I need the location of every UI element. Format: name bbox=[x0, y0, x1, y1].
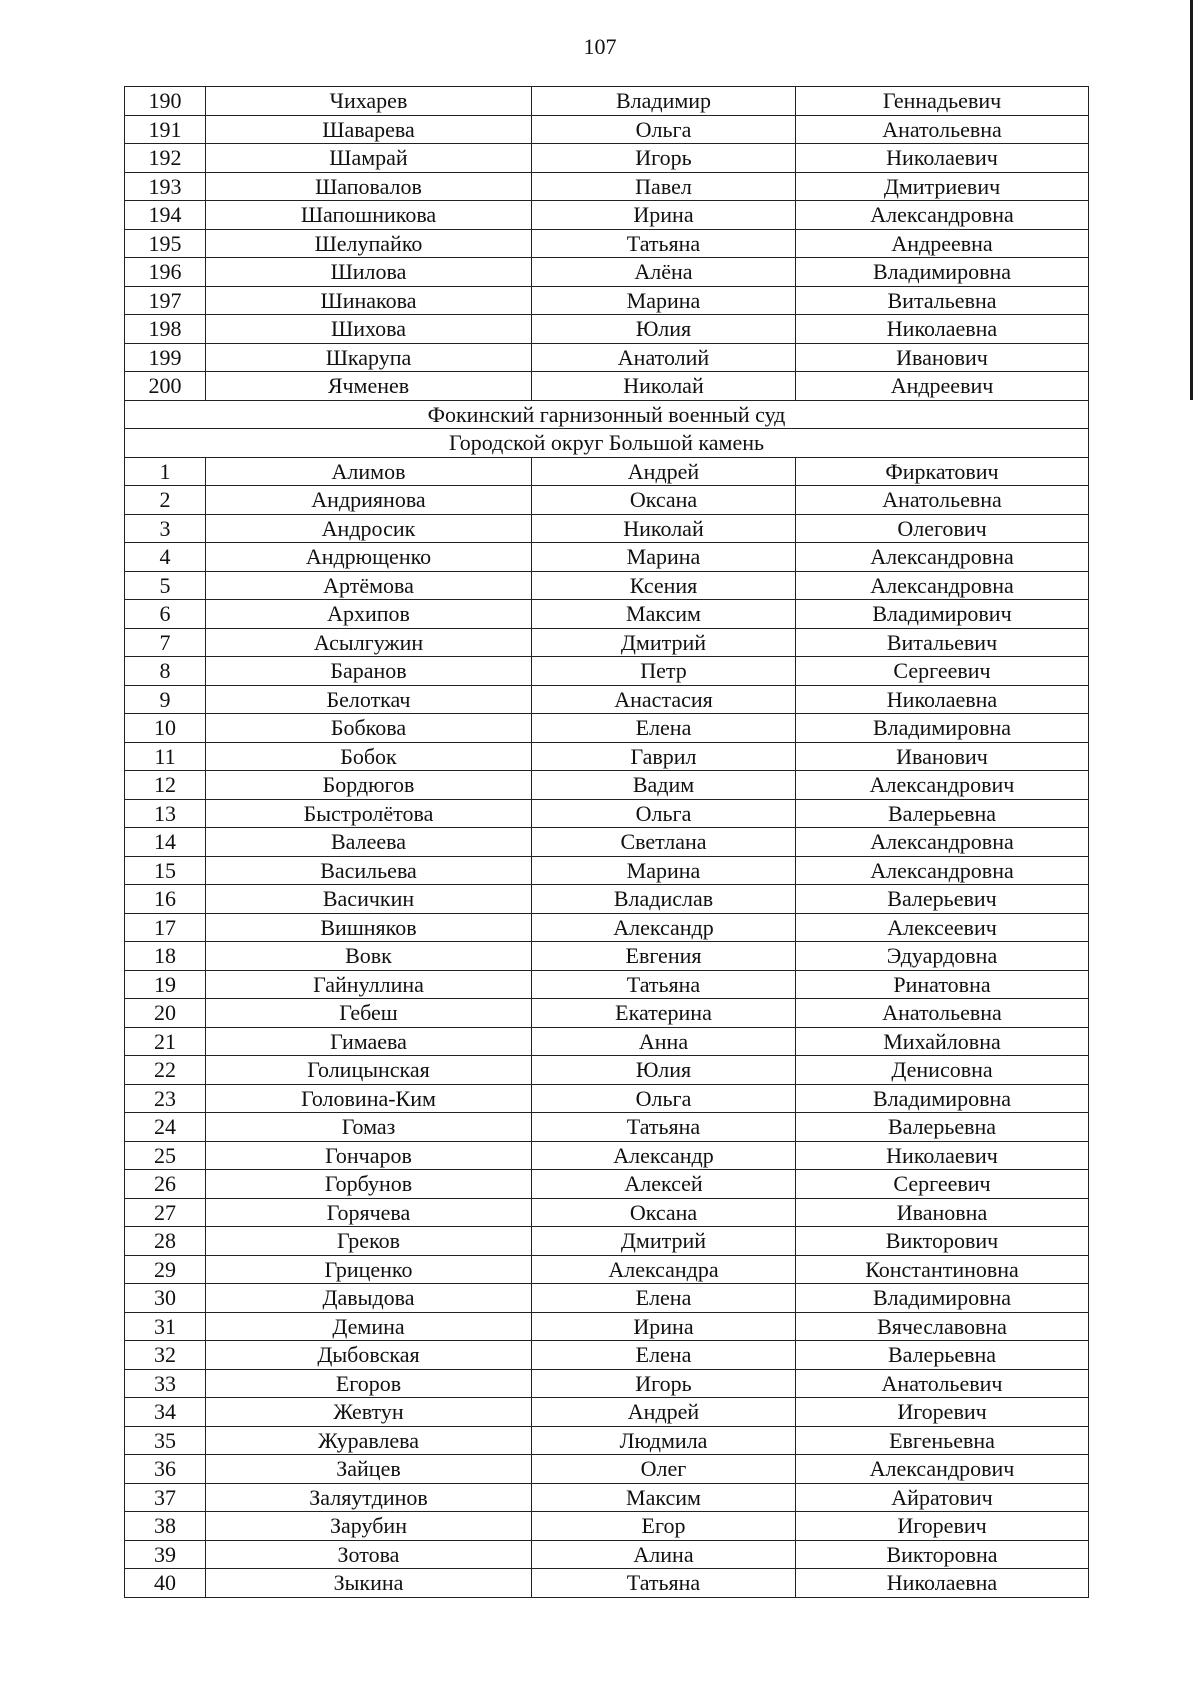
row-number-cell: 7 bbox=[125, 628, 206, 657]
surname-cell: Гебеш bbox=[206, 999, 532, 1028]
table-row bbox=[125, 714, 1089, 743]
patronymic-cell: Николаевна bbox=[796, 315, 1089, 344]
table-row bbox=[125, 1369, 1089, 1398]
surname-cell: Дыбовская bbox=[206, 1341, 532, 1370]
patronymic-cell: Айратович bbox=[796, 1483, 1089, 1512]
row-number-cell: 195 bbox=[125, 229, 206, 258]
surname-cell: Архипов bbox=[206, 600, 532, 629]
surname-cell: Белоткач bbox=[206, 685, 532, 714]
first-name-cell: Татьяна bbox=[532, 1569, 796, 1598]
first-name-cell: Владимир bbox=[532, 87, 796, 116]
surname-cell: Андросик bbox=[206, 514, 532, 543]
surname-cell: Шамрай bbox=[206, 144, 532, 173]
table-row bbox=[125, 1341, 1089, 1370]
patronymic-cell: Сергеевич bbox=[796, 657, 1089, 686]
table-row bbox=[125, 258, 1089, 287]
surname-cell: Заляутдинов bbox=[206, 1483, 532, 1512]
table-row bbox=[125, 600, 1089, 629]
surname-cell: Васильева bbox=[206, 856, 532, 885]
patronymic-cell: Викторович bbox=[796, 1227, 1089, 1256]
surname-cell: Ячменев bbox=[206, 372, 532, 401]
table-row bbox=[125, 486, 1089, 515]
surname-cell: Голицынская bbox=[206, 1056, 532, 1085]
first-name-cell: Юлия bbox=[532, 315, 796, 344]
patronymic-cell: Игоревич bbox=[796, 1512, 1089, 1541]
patronymic-cell: Анатольевич bbox=[796, 1369, 1089, 1398]
table-row bbox=[125, 1141, 1089, 1170]
surname-cell: Демина bbox=[206, 1312, 532, 1341]
surname-cell: Гомаз bbox=[206, 1113, 532, 1142]
first-name-cell: Анна bbox=[532, 1027, 796, 1056]
row-number-cell: 25 bbox=[125, 1141, 206, 1170]
patronymic-cell: Александровна bbox=[796, 828, 1089, 857]
table-row bbox=[125, 1426, 1089, 1455]
patronymic-cell: Валерьевна bbox=[796, 1341, 1089, 1370]
first-name-cell: Олег bbox=[532, 1455, 796, 1484]
surname-cell: Греков bbox=[206, 1227, 532, 1256]
first-name-cell: Александра bbox=[532, 1255, 796, 1284]
row-number-cell: 31 bbox=[125, 1312, 206, 1341]
patronymic-cell: Алексеевич bbox=[796, 913, 1089, 942]
table-row bbox=[125, 1569, 1089, 1598]
first-name-cell: Елена bbox=[532, 1341, 796, 1370]
row-number-cell: 5 bbox=[125, 571, 206, 600]
patronymic-cell: Иванович bbox=[796, 343, 1089, 372]
row-number-cell: 2 bbox=[125, 486, 206, 515]
first-name-cell: Дмитрий bbox=[532, 1227, 796, 1256]
surname-cell: Васичкин bbox=[206, 885, 532, 914]
surname-cell: Шкарупа bbox=[206, 343, 532, 372]
patronymic-cell: Валерьевна bbox=[796, 1113, 1089, 1142]
row-number-cell: 196 bbox=[125, 258, 206, 287]
patronymic-cell: Иванович bbox=[796, 742, 1089, 771]
surname-cell: Шаварева bbox=[206, 115, 532, 144]
row-number-cell: 23 bbox=[125, 1084, 206, 1113]
row-number-cell: 36 bbox=[125, 1455, 206, 1484]
row-number-cell: 21 bbox=[125, 1027, 206, 1056]
surname-cell: Андриянова bbox=[206, 486, 532, 515]
first-name-cell: Татьяна bbox=[532, 970, 796, 999]
first-name-cell: Алёна bbox=[532, 258, 796, 287]
table-row bbox=[125, 913, 1089, 942]
row-number-cell: 9 bbox=[125, 685, 206, 714]
surname-cell: Быстролётова bbox=[206, 799, 532, 828]
first-name-cell: Дмитрий bbox=[532, 628, 796, 657]
table-row bbox=[125, 771, 1089, 800]
table-row bbox=[125, 1398, 1089, 1427]
row-number-cell: 193 bbox=[125, 172, 206, 201]
patronymic-cell: Валерьевна bbox=[796, 799, 1089, 828]
table-row bbox=[125, 1198, 1089, 1227]
patronymic-cell: Ивановна bbox=[796, 1198, 1089, 1227]
row-number-cell: 3 bbox=[125, 514, 206, 543]
patronymic-cell: Анатольевна bbox=[796, 486, 1089, 515]
table-row bbox=[125, 1084, 1089, 1113]
first-name-cell: Игорь bbox=[532, 144, 796, 173]
first-name-cell: Алексей bbox=[532, 1170, 796, 1199]
patronymic-cell: Николаевич bbox=[796, 1141, 1089, 1170]
row-number-cell: 197 bbox=[125, 286, 206, 315]
row-number-cell: 24 bbox=[125, 1113, 206, 1142]
row-number-cell: 190 bbox=[125, 87, 206, 116]
first-name-cell: Павел bbox=[532, 172, 796, 201]
row-number-cell: 22 bbox=[125, 1056, 206, 1085]
surname-cell: Алимов bbox=[206, 457, 532, 486]
first-name-cell: Светлана bbox=[532, 828, 796, 857]
row-number-cell: 32 bbox=[125, 1341, 206, 1370]
table-row bbox=[125, 885, 1089, 914]
table-row bbox=[125, 87, 1089, 116]
table-row bbox=[125, 229, 1089, 258]
table-row bbox=[125, 1113, 1089, 1142]
table-row bbox=[125, 1027, 1089, 1056]
page-number: 107 bbox=[583, 34, 617, 59]
patronymic-cell: Вячеславовна bbox=[796, 1312, 1089, 1341]
surname-cell: Гайнуллина bbox=[206, 970, 532, 999]
first-name-cell: Игорь bbox=[532, 1369, 796, 1398]
patronymic-cell: Александровна bbox=[796, 856, 1089, 885]
surname-cell: Чихарев bbox=[206, 87, 532, 116]
surname-cell: Зыкина bbox=[206, 1569, 532, 1598]
surname-cell: Головина-Ким bbox=[206, 1084, 532, 1113]
surname-cell: Бобкова bbox=[206, 714, 532, 743]
surname-cell: Журавлева bbox=[206, 1426, 532, 1455]
row-number-cell: 4 bbox=[125, 543, 206, 572]
patronymic-cell: Владимировна bbox=[796, 258, 1089, 287]
surname-cell: Зайцев bbox=[206, 1455, 532, 1484]
row-number-cell: 35 bbox=[125, 1426, 206, 1455]
first-name-cell: Алина bbox=[532, 1540, 796, 1569]
patronymic-cell: Николаевна bbox=[796, 1569, 1089, 1598]
first-name-cell: Николай bbox=[532, 514, 796, 543]
table-row bbox=[125, 942, 1089, 971]
surname-cell: Андрющенко bbox=[206, 543, 532, 572]
patronymic-cell: Владимировна bbox=[796, 714, 1089, 743]
table-row bbox=[125, 1512, 1089, 1541]
patronymic-cell: Анатольевна bbox=[796, 999, 1089, 1028]
surname-cell: Вишняков bbox=[206, 913, 532, 942]
surname-cell: Жевтун bbox=[206, 1398, 532, 1427]
patronymic-cell: Александровна bbox=[796, 201, 1089, 230]
first-name-cell: Ольга bbox=[532, 1084, 796, 1113]
patronymic-cell: Денисовна bbox=[796, 1056, 1089, 1085]
table-row bbox=[125, 1227, 1089, 1256]
first-name-cell: Петр bbox=[532, 657, 796, 686]
row-number-cell: 37 bbox=[125, 1483, 206, 1512]
patronymic-cell: Владимирович bbox=[796, 600, 1089, 629]
table-row bbox=[125, 144, 1089, 173]
surname-cell: Вовк bbox=[206, 942, 532, 971]
row-number-cell: 30 bbox=[125, 1284, 206, 1313]
first-name-cell: Марина bbox=[532, 543, 796, 572]
table-row bbox=[125, 543, 1089, 572]
surname-cell: Шапошникова bbox=[206, 201, 532, 230]
row-number-cell: 13 bbox=[125, 799, 206, 828]
patronymic-cell: Александровна bbox=[796, 571, 1089, 600]
first-name-cell: Елена bbox=[532, 1284, 796, 1313]
row-number-cell: 12 bbox=[125, 771, 206, 800]
table-row bbox=[125, 657, 1089, 686]
row-number-cell: 27 bbox=[125, 1198, 206, 1227]
first-name-cell: Анастасия bbox=[532, 685, 796, 714]
row-number-cell: 200 bbox=[125, 372, 206, 401]
table-row bbox=[125, 1284, 1089, 1313]
patronymic-cell: Викторовна bbox=[796, 1540, 1089, 1569]
patronymic-cell: Евгеньевна bbox=[796, 1426, 1089, 1455]
first-name-cell: Людмила bbox=[532, 1426, 796, 1455]
row-number-cell: 20 bbox=[125, 999, 206, 1028]
first-name-cell: Евгения bbox=[532, 942, 796, 971]
patronymic-cell: Дмитриевич bbox=[796, 172, 1089, 201]
patronymic-cell: Игоревич bbox=[796, 1398, 1089, 1427]
first-name-cell: Татьяна bbox=[532, 229, 796, 258]
row-number-cell: 39 bbox=[125, 1540, 206, 1569]
table-row bbox=[125, 1255, 1089, 1284]
row-number-cell: 14 bbox=[125, 828, 206, 857]
table-row bbox=[125, 514, 1089, 543]
first-name-cell: Александр bbox=[532, 1141, 796, 1170]
row-number-cell: 33 bbox=[125, 1369, 206, 1398]
patronymic-cell: Владимировна bbox=[796, 1284, 1089, 1313]
table-row bbox=[125, 1056, 1089, 1085]
table-row bbox=[125, 685, 1089, 714]
first-name-cell: Владислав bbox=[532, 885, 796, 914]
surname-cell: Горбунов bbox=[206, 1170, 532, 1199]
row-number-cell: 26 bbox=[125, 1170, 206, 1199]
row-number-cell: 15 bbox=[125, 856, 206, 885]
first-name-cell: Ирина bbox=[532, 1312, 796, 1341]
table-row bbox=[125, 1483, 1089, 1512]
row-number-cell: 8 bbox=[125, 657, 206, 686]
row-number-cell: 192 bbox=[125, 144, 206, 173]
surname-cell: Егоров bbox=[206, 1369, 532, 1398]
table-row bbox=[125, 172, 1089, 201]
first-name-cell: Юлия bbox=[532, 1056, 796, 1085]
surname-cell: Бобок bbox=[206, 742, 532, 771]
patronymic-cell: Андреевич bbox=[796, 372, 1089, 401]
row-number-cell: 29 bbox=[125, 1255, 206, 1284]
first-name-cell: Марина bbox=[532, 286, 796, 315]
first-name-cell: Марина bbox=[532, 856, 796, 885]
table-row bbox=[125, 1170, 1089, 1199]
table-row bbox=[125, 628, 1089, 657]
surname-cell: Бордюгов bbox=[206, 771, 532, 800]
row-number-cell: 199 bbox=[125, 343, 206, 372]
table-row bbox=[125, 828, 1089, 857]
row-number-cell: 194 bbox=[125, 201, 206, 230]
surname-cell: Артёмова bbox=[206, 571, 532, 600]
scan-edge-line bbox=[1190, 0, 1193, 400]
patronymic-cell: Олегович bbox=[796, 514, 1089, 543]
surname-cell: Зотова bbox=[206, 1540, 532, 1569]
first-name-cell: Татьяна bbox=[532, 1113, 796, 1142]
patronymic-cell: Александрович bbox=[796, 1455, 1089, 1484]
patronymic-cell: Михайловна bbox=[796, 1027, 1089, 1056]
row-number-cell: 6 bbox=[125, 600, 206, 629]
table-row bbox=[125, 1312, 1089, 1341]
patronymic-cell: Константиновна bbox=[796, 1255, 1089, 1284]
juror-list-table bbox=[124, 86, 1089, 1598]
patronymic-cell: Витальевич bbox=[796, 628, 1089, 657]
table-row bbox=[125, 372, 1089, 401]
patronymic-cell: Витальевна bbox=[796, 286, 1089, 315]
row-number-cell: 11 bbox=[125, 742, 206, 771]
first-name-cell: Ксения bbox=[532, 571, 796, 600]
row-number-cell: 1 bbox=[125, 457, 206, 486]
table-row bbox=[125, 571, 1089, 600]
patronymic-cell: Александровна bbox=[796, 543, 1089, 572]
first-name-cell: Вадим bbox=[532, 771, 796, 800]
row-number-cell: 17 bbox=[125, 913, 206, 942]
row-number-cell: 10 bbox=[125, 714, 206, 743]
table-row bbox=[125, 457, 1089, 486]
row-number-cell: 18 bbox=[125, 942, 206, 971]
patronymic-cell: Сергеевич bbox=[796, 1170, 1089, 1199]
patronymic-cell: Андреевна bbox=[796, 229, 1089, 258]
juror-list-body bbox=[125, 87, 1089, 1598]
first-name-cell: Андрей bbox=[532, 1398, 796, 1427]
surname-cell: Баранов bbox=[206, 657, 532, 686]
table-row bbox=[125, 315, 1089, 344]
patronymic-cell: Геннадьевич bbox=[796, 87, 1089, 116]
district-name-header: Городской округ Большой камень bbox=[125, 429, 1089, 458]
table-row bbox=[125, 115, 1089, 144]
first-name-cell: Максим bbox=[532, 600, 796, 629]
patronymic-cell: Владимировна bbox=[796, 1084, 1089, 1113]
first-name-cell: Максим bbox=[532, 1483, 796, 1512]
table-row bbox=[125, 286, 1089, 315]
first-name-cell: Гаврил bbox=[532, 742, 796, 771]
surname-cell: Гончаров bbox=[206, 1141, 532, 1170]
row-number-cell: 198 bbox=[125, 315, 206, 344]
patronymic-cell: Александрович bbox=[796, 771, 1089, 800]
court-name-header: Фокинский гарнизонный военный суд bbox=[125, 400, 1089, 429]
surname-cell: Горячева bbox=[206, 1198, 532, 1227]
first-name-cell: Ольга bbox=[532, 115, 796, 144]
surname-cell: Асылгужин bbox=[206, 628, 532, 657]
surname-cell: Шилова bbox=[206, 258, 532, 287]
section-header-row bbox=[125, 429, 1089, 458]
surname-cell: Гриценко bbox=[206, 1255, 532, 1284]
table-row bbox=[125, 742, 1089, 771]
first-name-cell: Александр bbox=[532, 913, 796, 942]
table-row bbox=[125, 1455, 1089, 1484]
table-row bbox=[125, 999, 1089, 1028]
row-number-cell: 34 bbox=[125, 1398, 206, 1427]
table-row bbox=[125, 343, 1089, 372]
first-name-cell: Оксана bbox=[532, 486, 796, 515]
first-name-cell: Ольга bbox=[532, 799, 796, 828]
row-number-cell: 191 bbox=[125, 115, 206, 144]
surname-cell: Валеева bbox=[206, 828, 532, 857]
row-number-cell: 28 bbox=[125, 1227, 206, 1256]
patronymic-cell: Николаевна bbox=[796, 685, 1089, 714]
surname-cell: Гимаева bbox=[206, 1027, 532, 1056]
first-name-cell: Екатерина bbox=[532, 999, 796, 1028]
surname-cell: Шихова bbox=[206, 315, 532, 344]
surname-cell: Шинакова bbox=[206, 286, 532, 315]
patronymic-cell: Ринатовна bbox=[796, 970, 1089, 999]
surname-cell: Давыдова bbox=[206, 1284, 532, 1313]
first-name-cell: Егор bbox=[532, 1512, 796, 1541]
row-number-cell: 16 bbox=[125, 885, 206, 914]
patronymic-cell: Фиркатович bbox=[796, 457, 1089, 486]
row-number-cell: 40 bbox=[125, 1569, 206, 1598]
first-name-cell: Ирина bbox=[532, 201, 796, 230]
first-name-cell: Николай bbox=[532, 372, 796, 401]
patronymic-cell: Эдуардовна bbox=[796, 942, 1089, 971]
row-number-cell: 19 bbox=[125, 970, 206, 999]
patronymic-cell: Валерьевич bbox=[796, 885, 1089, 914]
surname-cell: Зарубин bbox=[206, 1512, 532, 1541]
patronymic-cell: Николаевич bbox=[796, 144, 1089, 173]
surname-cell: Шелупайко bbox=[206, 229, 532, 258]
table-row bbox=[125, 1540, 1089, 1569]
table-row bbox=[125, 799, 1089, 828]
first-name-cell: Оксана bbox=[532, 1198, 796, 1227]
table-row bbox=[125, 856, 1089, 885]
surname-cell: Шаповалов bbox=[206, 172, 532, 201]
table-row bbox=[125, 970, 1089, 999]
first-name-cell: Елена bbox=[532, 714, 796, 743]
first-name-cell: Андрей bbox=[532, 457, 796, 486]
row-number-cell: 38 bbox=[125, 1512, 206, 1541]
first-name-cell: Анатолий bbox=[532, 343, 796, 372]
section-header-row bbox=[125, 400, 1089, 429]
table-row bbox=[125, 201, 1089, 230]
patronymic-cell: Анатольевна bbox=[796, 115, 1089, 144]
